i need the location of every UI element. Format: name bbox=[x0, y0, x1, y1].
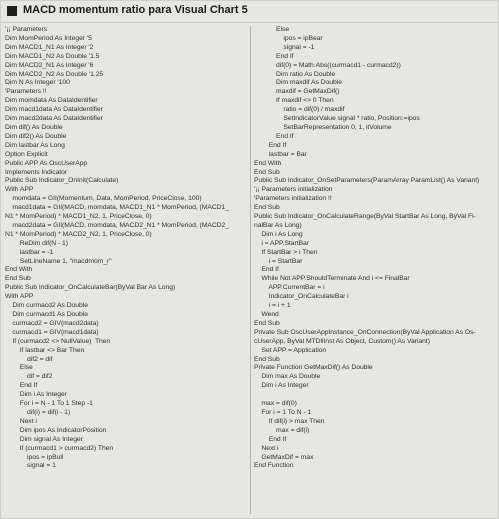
code-line: N1 * MomPeriod) * MACD2_N2, 1, PriceClose, 0) bbox=[5, 230, 152, 238]
title-bullet-icon bbox=[7, 6, 17, 16]
code-line: For i = 1 To N - 1 bbox=[254, 408, 312, 416]
code-line: max = dif(i) bbox=[254, 426, 310, 434]
code-line: maxdif = GetMaxDif() bbox=[254, 88, 340, 96]
code-line: If (curmacd1 > curmacd2) Then bbox=[5, 444, 114, 452]
code-line: ratio = dif(0) / maxdif bbox=[254, 106, 345, 114]
code-line: Wend bbox=[254, 311, 279, 318]
code-line: End With bbox=[5, 266, 33, 274]
code-line: With APP bbox=[5, 186, 34, 194]
code-line: Dim lastbar As Long bbox=[5, 141, 65, 149]
code-line: lastbar = -1 bbox=[5, 248, 54, 256]
code-line: End With bbox=[254, 159, 282, 167]
code-line: End Sub bbox=[254, 204, 280, 212]
code-line: End If bbox=[254, 266, 279, 274]
code-box-header bbox=[1, 1, 498, 23]
code-line: If lastbar <> Bar Then bbox=[5, 346, 85, 354]
code-line: Public Sub Indicator_OnCalculateBar(ByVal Bar As Long) bbox=[5, 284, 176, 292]
code-line: dif = dif2 bbox=[5, 373, 53, 381]
code-line: i = i + 1 bbox=[254, 302, 291, 310]
code-line: Dim MACD1_N1 As Integer '2 bbox=[5, 43, 94, 51]
code-line: max = dif(0) bbox=[254, 400, 297, 408]
code-line: signal = -1 bbox=[254, 43, 315, 51]
code-line: Dim ipos As IndicatorPosition bbox=[5, 426, 107, 434]
code-line: SetBarRepresentation 0, 1, itVolume bbox=[254, 123, 392, 131]
code-line: ReDim dif(N - 1) bbox=[5, 239, 68, 247]
code-line: lastbar = Bar bbox=[254, 150, 307, 158]
code-line: Dim max As Double bbox=[254, 373, 321, 381]
code-line: Private Function GetMaxDif() As Double bbox=[254, 364, 373, 372]
code-line: '¡¡ Parameters bbox=[5, 26, 48, 33]
code-line: APP.CurrentBar = i bbox=[254, 284, 325, 292]
code-line: Dim curmacd1 As Double bbox=[5, 311, 88, 318]
code-line: macd2data = GII(MACD, momdata, MACD2_N1 * MomPeriod, (MACD2_ bbox=[5, 221, 230, 229]
code-line: i = StartBar bbox=[254, 257, 303, 265]
code-line: Dim signal As Integer bbox=[5, 435, 83, 443]
code-line: While Not APP.ShouldTerminate And i <= FinalBar bbox=[254, 275, 410, 283]
code-line: macd1data = GII(MACD, momdata, MACD1_N1 * MomPeriod, (MACD1_ bbox=[5, 204, 230, 212]
code-line: Set APP = Application bbox=[254, 346, 327, 354]
code-line: End If bbox=[254, 52, 294, 60]
code-line: ipos = ipBear bbox=[254, 34, 323, 42]
code-line: End Sub bbox=[254, 168, 280, 176]
code-line: Dim macd1data As DataIdentifier bbox=[5, 106, 103, 114]
code-line bbox=[254, 391, 496, 400]
code-line: End Sub bbox=[254, 355, 280, 363]
code-line: For i = N - 1 To 1 Step -1 bbox=[5, 400, 93, 408]
code-line: curmacd1 = GIV(macd1data) bbox=[5, 328, 99, 336]
code-line: Dim i As Long bbox=[254, 230, 303, 238]
code-line: End Sub bbox=[5, 275, 31, 283]
code-line: 'Parameters initialization !! bbox=[254, 195, 332, 203]
code-line: End Sub bbox=[254, 319, 280, 327]
code-line: ipos = ipBull bbox=[5, 453, 64, 461]
code-line: SetLineName 1, "macdmom_r" bbox=[5, 257, 112, 265]
code-line: N1 * MomPeriod) * MACD1_N2, 1, PriceClose, 0) bbox=[5, 213, 152, 221]
code-line: 'Parameters !! bbox=[5, 88, 47, 96]
code-line: End If bbox=[254, 141, 287, 149]
code-line: Next i bbox=[254, 444, 279, 452]
code-box-title: MACD momentum ratio para Visual Chart 5 bbox=[23, 4, 248, 16]
code-line: Public Sub Indicator_OnSetParameters(ParamArray ParamList() As Variant) bbox=[254, 177, 480, 185]
code-line: Else bbox=[254, 26, 290, 33]
code-line: Next i bbox=[5, 417, 37, 425]
code-line: Private Sub OscUserAppInstance_OnConnection(ByVal Application As Os- bbox=[254, 328, 476, 336]
code-line: Dim momdata As DataIdentifier bbox=[5, 97, 98, 105]
code-line: If maxdif <> 0 Then bbox=[254, 97, 334, 105]
code-line: Dim maxdif As Double bbox=[254, 79, 342, 87]
code-line: End If bbox=[5, 382, 38, 390]
code-line: End If bbox=[254, 132, 294, 140]
code-line: momdata = GII(Momentum, Data, MomPeriod, PriceClose, 100) bbox=[5, 195, 202, 203]
code-line: '¡¡ Parameters initialization bbox=[254, 186, 333, 194]
code-line: Dim N As Integer '100 bbox=[5, 79, 70, 87]
code-column-left bbox=[5, 26, 247, 471]
code-line: Dim MACD2_N1 As Integer '6 bbox=[5, 61, 94, 69]
code-line: cUserApp, ByVal MTDllInst As Object, Custom() As Variant) bbox=[254, 337, 430, 345]
code-line: Public Sub Indicator_OnCalculateRange(ByVal StartBar As Long, ByVal Fi- bbox=[254, 213, 476, 221]
code-line: Dim dif() As Double bbox=[5, 123, 63, 131]
code-line: GetMaxDif = max bbox=[254, 453, 314, 461]
code-line: dif(i) = dif(i - 1) bbox=[5, 408, 71, 416]
code-line: Dim i As Integer bbox=[254, 382, 309, 390]
code-line: Option Explicit bbox=[5, 150, 48, 158]
code-line: Dim dif2() As Double bbox=[5, 132, 67, 140]
code-line: Indicator_OnCalculateBar i bbox=[254, 293, 349, 301]
code-line: i = APP.StartBar bbox=[254, 239, 309, 247]
code-line: signal = 1 bbox=[5, 462, 56, 470]
code-line: nalBar As Long) bbox=[254, 221, 302, 229]
code-line: Dim curmacd2 As Double bbox=[5, 302, 88, 310]
code-line: Public Sub Indicator_OnInit(Calculate) bbox=[5, 177, 119, 185]
code-line: Dim MACD2_N2 As Double '1.25 bbox=[5, 70, 104, 78]
code-line: dif(0) = Math.Abs((curmacd1 - curmacd2)) bbox=[254, 61, 401, 69]
code-line: dif2 = dif bbox=[5, 355, 53, 363]
code-line: Else bbox=[5, 364, 33, 372]
code-line: curmacd2 = GIV(macd2data) bbox=[5, 319, 99, 327]
code-line: Implements Indicator bbox=[5, 168, 68, 176]
code-line: With APP bbox=[5, 293, 34, 301]
code-line: Dim i As Integer bbox=[5, 391, 67, 399]
code-line: If StartBar > i Then bbox=[254, 248, 318, 256]
code-line: SetIndicatorValue signal * ratio, Position:=ipos bbox=[254, 115, 420, 123]
code-line: Dim macd2data As DataIdentifier bbox=[5, 115, 103, 123]
code-line: Public APP As OscUserApp bbox=[5, 159, 88, 167]
code-column-right bbox=[254, 26, 496, 471]
code-line: If (curmacd2 <> NullValue) Then bbox=[5, 337, 111, 345]
code-line: Dim ratio As Double bbox=[254, 70, 336, 78]
code-line: End If bbox=[254, 435, 287, 443]
code-line: Dim MACD1_N2 As Double '1.5 bbox=[5, 52, 100, 60]
column-divider bbox=[250, 26, 251, 514]
code-line: End Function bbox=[254, 462, 294, 470]
code-line: Dim MomPeriod As Integer '5 bbox=[5, 34, 92, 42]
code-line: If dif(i) > max Then bbox=[254, 417, 325, 425]
